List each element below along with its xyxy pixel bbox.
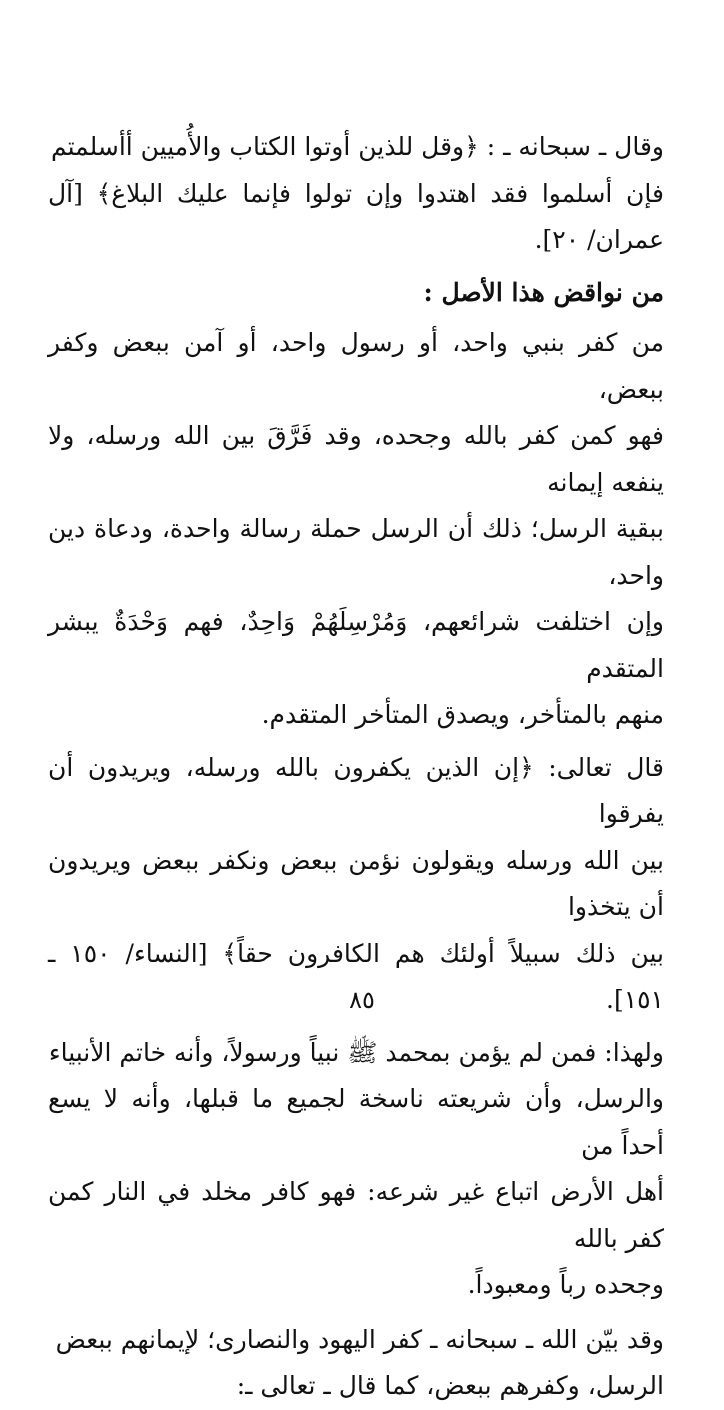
paragraph-jews-christians: وقد بيّن الله ـ سبحانه ـ كفر اليهود والنصارى؛ لإيمانهم ببعض الرسل، وكفرهم ببعض، كما قال ـ تعالى ـ: <box>55 1324 664 1400</box>
paragraph-nullifiers: من كفر بنبي واحد، أو رسول واحد، أو آمن ببعض وكفر ببعض، فهو كمن كفر بالله وجحده، وقد فَرَّقَ بين الله ورسله، ولا ينفعه إيمانه ببقية الرسل؛ ذلك أن الرسل حملة رسالة واحدة، ودعاة دين واحد، وإن اختلفت شرائعهم، وَمُرْسِلَهُمْ وَاحِدٌ، فهم وَحْدَةٌ يبشر المتقدم منهم بالمتأخر، ويصدق المتأخر المتقدم. <box>48 328 664 729</box>
section-heading: من نواقض هذا الأصل : <box>423 277 664 307</box>
paragraph-quran-al-imran: وقال ـ سبحانه ـ : ﴿وقل للذين أوتوا الكتاب والأُميين أأسلمتم فإن أسلموا فقد اهتدوا وإن تولوا فإنما عليك البلاغ﴾ [آل عمران/ ٢٠]. <box>48 132 664 254</box>
paragraph-muhammad-seal: ولهذا: فمن لم يؤمن بمحمد ﷺ نبياً ورسولاً، وأنه خاتم الأنبياء والرسل، وأن شريعته ناسخة لجميع ما قبلها، وأنه لا يسع أحداً من أهل الأرض اتباع غير شرعه: فهو كافر مخلد في النار كمن كفر بالله وجحده رباً ومعبوداً. <box>48 1037 664 1299</box>
page-body-text <box>48 124 664 1410</box>
page-number: ٨٥ <box>349 986 375 1014</box>
paragraph-quran-an-nisa: قال تعالى: ﴿إن الذين يكفرون بالله ورسله، ويريدون أن يفرقوا بين الله ورسله ويقولون نؤمن ببعض ونكفر ببعض ويريدون أن يتخذوا بين ذلك سبيلاً أولئك هم الكافرون حقاً﴾ [النساء/ ١٥٠ ـ ١٥١]. <box>48 752 665 1014</box>
